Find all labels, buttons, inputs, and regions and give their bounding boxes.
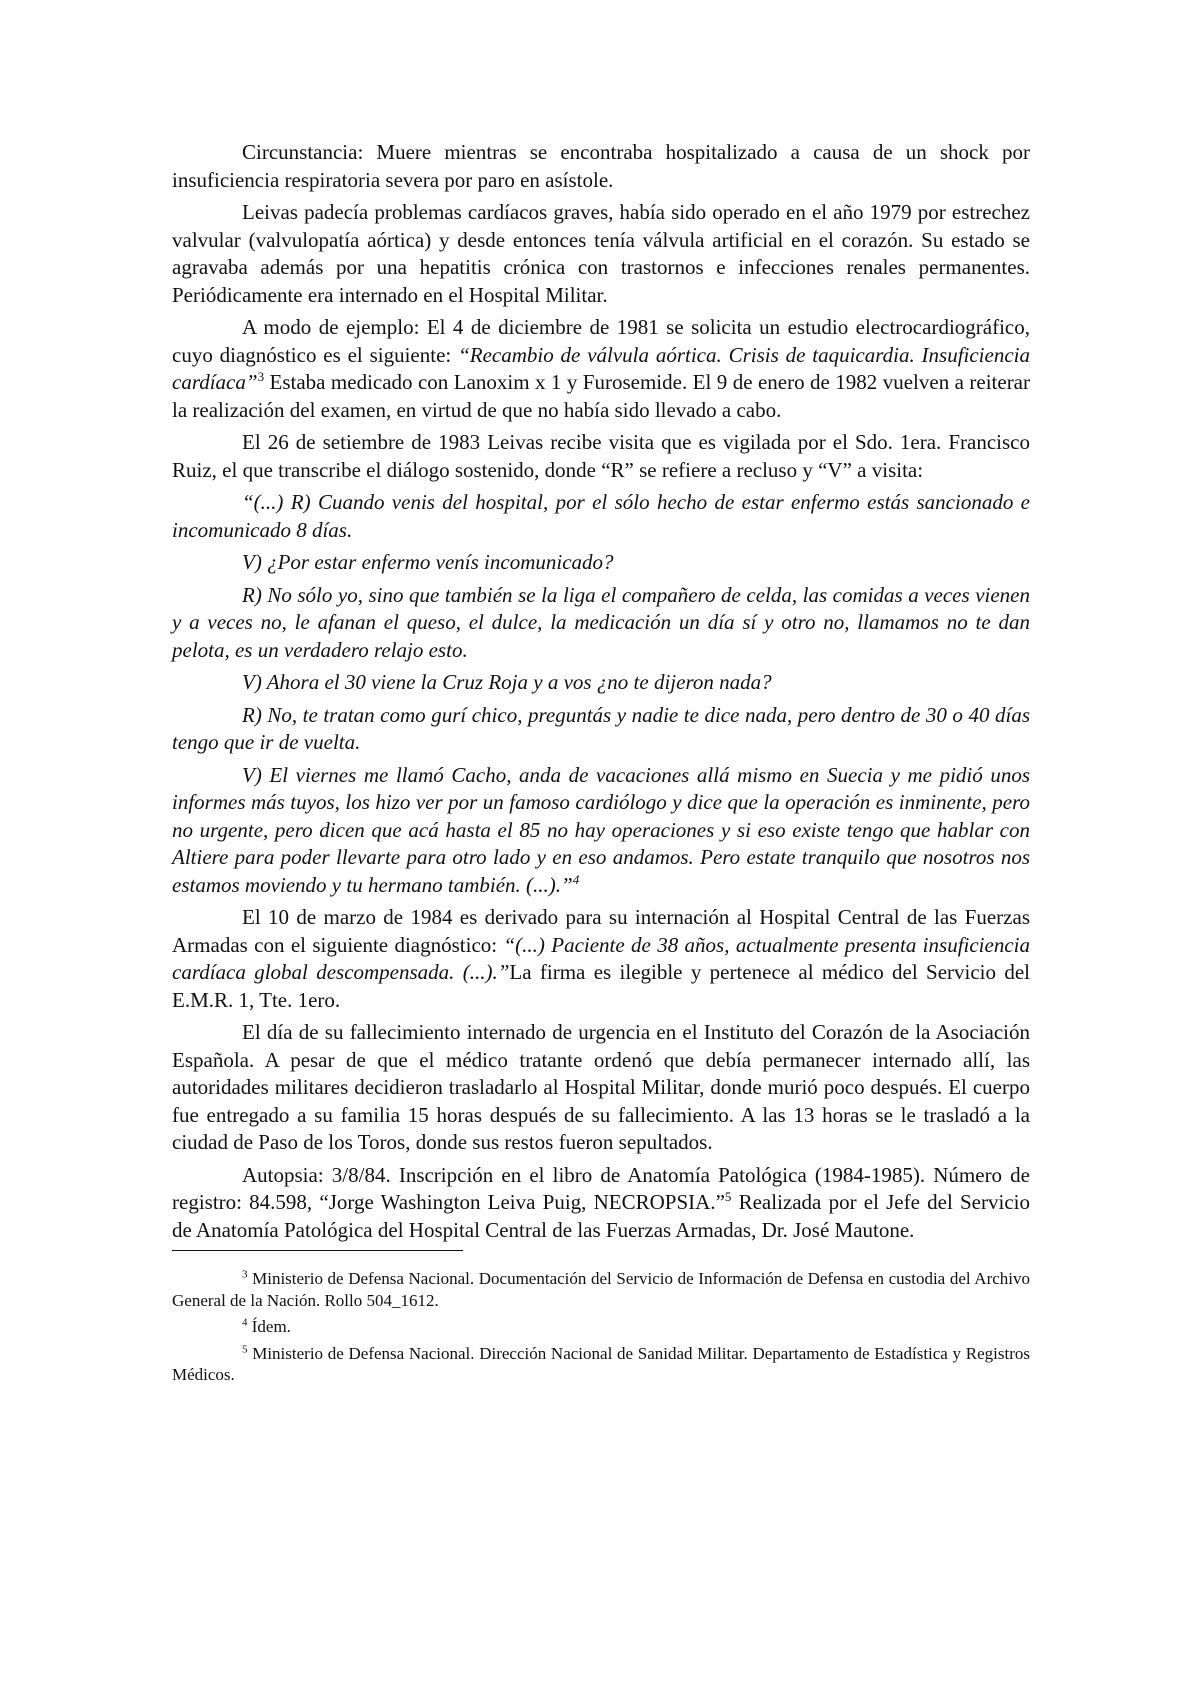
paragraph-ecg-study	[172, 314, 1030, 424]
dialogue-line-2: V) ¿Por estar enfermo venís incomunicado?	[242, 550, 614, 574]
dialogue-line-1: “(...) R) Cuando venis del hospital, por el sólo hecho de estar enfermo estás sancionado e incomunicado 8 días.	[172, 490, 1030, 542]
footnote-4	[172, 1316, 1030, 1338]
footnote-ref-3: 3	[257, 369, 265, 384]
dialogue-line-4: V) Ahora el 30 viene la Cruz Roja y a vos ¿no te dijeron nada?	[242, 670, 772, 694]
paragraph-ecg-intro: A modo de ejemplo: El 4 de diciembre de 1981 se solicita un estudio electrocardiográfico, cuyo diagnóstico es el siguiente:	[172, 315, 1030, 367]
footnote-text: Ídem.	[247, 1317, 291, 1336]
footnote-3	[172, 1268, 1030, 1311]
paragraph-visit-intro: El 26 de setiembre de 1983 Leivas recibe visita que es vigilada por el Sdo. 1era. Francisco Ruiz, el que transcribe el diálogo sostenido, donde “R” se refiere a recluso y “V” a visita:	[172, 430, 1030, 482]
footnote-5	[172, 1343, 1030, 1386]
paragraph-autopsy-intro: Autopsia: 3/8/84. Inscripción en el libro de Anatomía Patológica (1984-1985). Número de registro: 84.598, “Jorge Washington Leiva Puig, NECROPSIA.”	[172, 1162, 1030, 1214]
footnote-divider	[172, 1250, 463, 1251]
footnote-number: 5	[242, 1342, 248, 1355]
paragraph-referral-intro: El 10 de marzo de 1984 es derivado para su internación al Hospital Central de las Fuerzas Armadas con el siguiente diagnóstico:	[172, 905, 1030, 957]
paragraph-hospital-referral	[172, 904, 1030, 1014]
footnotes-section	[172, 1268, 1030, 1386]
dialogue-line-6	[172, 762, 1030, 900]
referral-diagnosis-quote: “(...) Paciente de 38 años, actualmente presenta insuficiencia cardíaca global descompensada. (...).”	[172, 932, 1030, 984]
footnote-ref-4: 4	[572, 871, 580, 887]
paragraph-autopsy	[172, 1162, 1030, 1245]
paragraph-cardiac-history: Leivas padecía problemas cardíacos graves, había sido operado en el año 1979 por estrechez valvular (valvulopatía aórtica) y desde entonces tenía válvula artificial en el corazón. Su estado se agravaba además por una hepatitis crónica con trastornos e infecciones renales permanentes. Periódicamente era internado en el Hospital Militar.	[172, 200, 1030, 307]
dialogue-line-6-text: V) El viernes me llamó Cacho, anda de vacaciones allá mismo en Suecia y me pidió unos informes más tuyos, los hizo ver por un famoso cardiólogo y dice que la operación es inminente, pero no urgente, pero dicen que acá hasta el 85 no hay operaciones y si eso existe tengo que hablar con Altiere para poder llevarte para otro lado y en eso andamos. Pero estate tranquilo que nosotros nos estamos moviendo y tu hermano también. (...).”	[172, 762, 1030, 897]
paragraph-referral-rest: La firma es ilegible y pertenece al médico del Servicio del E.M.R. 1, Tte. 1ero.	[172, 960, 1030, 1012]
dialogue-line-3: R) No sólo yo, sino que también se la liga el compañero de celda, las comidas a veces vienen y a veces no, le afanan el queso, el dulce, la medicación un día sí y otro no, llamamos no te dan pelota, es un verdadero relajo esto.	[172, 582, 1030, 662]
footnote-ref-5: 5	[724, 1189, 732, 1204]
paragraph-death: El día de su fallecimiento internado de urgencia en el Instituto del Corazón de la Asociación Española. A pesar de que el médico tratante ordenó que debía permanecer internado allí, las autoridades militares decidieron trasladarlo al Hospital Militar, donde murió poco después. El cuerpo fue entregado a su familia 15 horas después de su fallecimiento. A las 13 horas se le trasladó a la ciudad de Paso de los Toros, donde sus restos fueron sepultados.	[172, 1020, 1030, 1154]
footnote-text: Ministerio de Defensa Nacional. Dirección Nacional de Sanidad Militar. Departamento de Estadística y Registros Médicos.	[172, 1343, 1030, 1384]
diagnosis-quote: “Recambio de válvula aórtica. Crisis de taquicardia. Insuficiencia cardíaca”	[172, 342, 1030, 394]
footnote-text: Ministerio de Defensa Nacional. Documentación del Servicio de Información de Defensa en custodia del Archivo General de la Nación. Rollo 504_1612.	[172, 1269, 1030, 1310]
footnote-number: 4	[242, 1316, 248, 1329]
document-page	[172, 139, 1030, 1391]
paragraph-circunstancia: Circunstancia: Muere mientras se encontraba hospitalizado a causa de un shock por insuficiencia respiratoria severa por paro en asístole.	[172, 140, 1030, 192]
paragraph-autopsy-rest: Realizada por el Jefe del Servicio de Anatomía Patológica del Hospital Central de las Fuerzas Armadas, Dr. José Mautone.	[172, 1190, 1030, 1242]
paragraph-ecg-rest: Estaba medicado con Lanoxim x 1 y Furosemide. El 9 de enero de 1982 vuelven a reiterar la realización del examen, en virtud de que no había sido llevado a cabo.	[172, 370, 1030, 422]
dialogue-line-5: R) No, te tratan como gurí chico, preguntás y nadie te dice nada, pero dentro de 30 o 40 días tengo que ir de vuelta.	[172, 702, 1030, 754]
footnote-number: 3	[242, 1268, 248, 1281]
